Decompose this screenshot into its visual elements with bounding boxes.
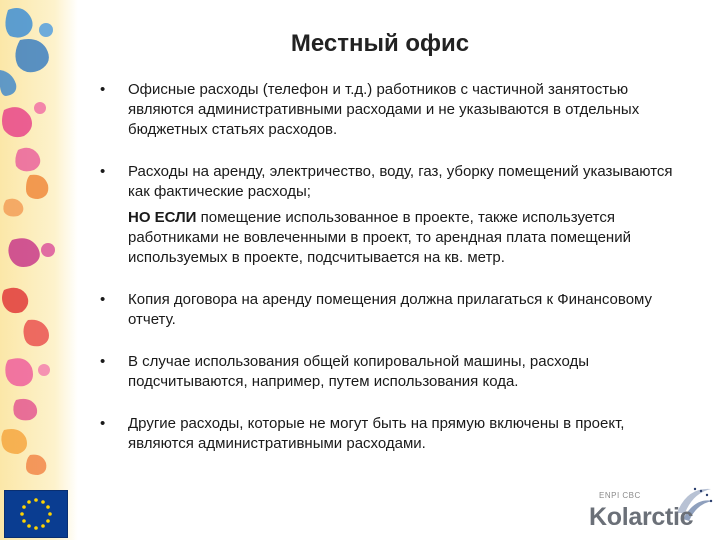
logo-name: Kolarctic <box>589 503 694 531</box>
slide-title: Местный офис <box>290 30 470 57</box>
eu-stars <box>5 491 67 537</box>
bullet-icon: • <box>100 353 106 370</box>
decorative-sidebar <box>0 0 78 540</box>
bullet-subtext <box>128 208 680 268</box>
list-item <box>100 414 680 454</box>
list-item <box>100 290 680 330</box>
bullet-icon: • <box>100 415 106 432</box>
children-handprints-illustration <box>0 0 78 490</box>
bullet-text: Офисные расходы (телефон и т.д.) работников с частичной занятостью являются административными расходами и не указываются в отдельных бюджетных статьях расходов. <box>128 81 640 138</box>
bullet-icon: • <box>100 163 106 180</box>
bullet-subtext-body: помещение использованное в проекте, также используется работниками не вовлеченными в проект, то арендная плата помещений используемых в проекте, подсчитывается на кв. метр. <box>128 209 631 266</box>
bullet-text: В случае использования общей копировальной машины, расходы подсчитываются, например, путем использования кода. <box>128 353 589 390</box>
bullet-icon: • <box>100 81 106 98</box>
bullet-text: Копия договора на аренду помещения должна прилагаться к Финансовому отчету. <box>128 291 653 328</box>
eu-flag-icon <box>4 490 68 538</box>
bullet-icon: • <box>100 291 106 308</box>
bullet-text: Расходы на аренду, электричество, воду, газ, уборку помещений указываются как фактические расходы; <box>128 163 673 200</box>
kolarctic-logo <box>585 483 717 537</box>
bullet-text: Другие расходы, которые не могут быть на прямую включены в проект, являются административными расходами. <box>128 415 625 452</box>
bullet-list <box>100 80 680 476</box>
emphasis-label: НО ЕСЛИ <box>128 209 197 226</box>
list-item <box>100 352 680 392</box>
list-item <box>100 162 680 268</box>
list-item <box>100 80 680 140</box>
logo-prefix: ENPI CBC <box>599 491 641 500</box>
